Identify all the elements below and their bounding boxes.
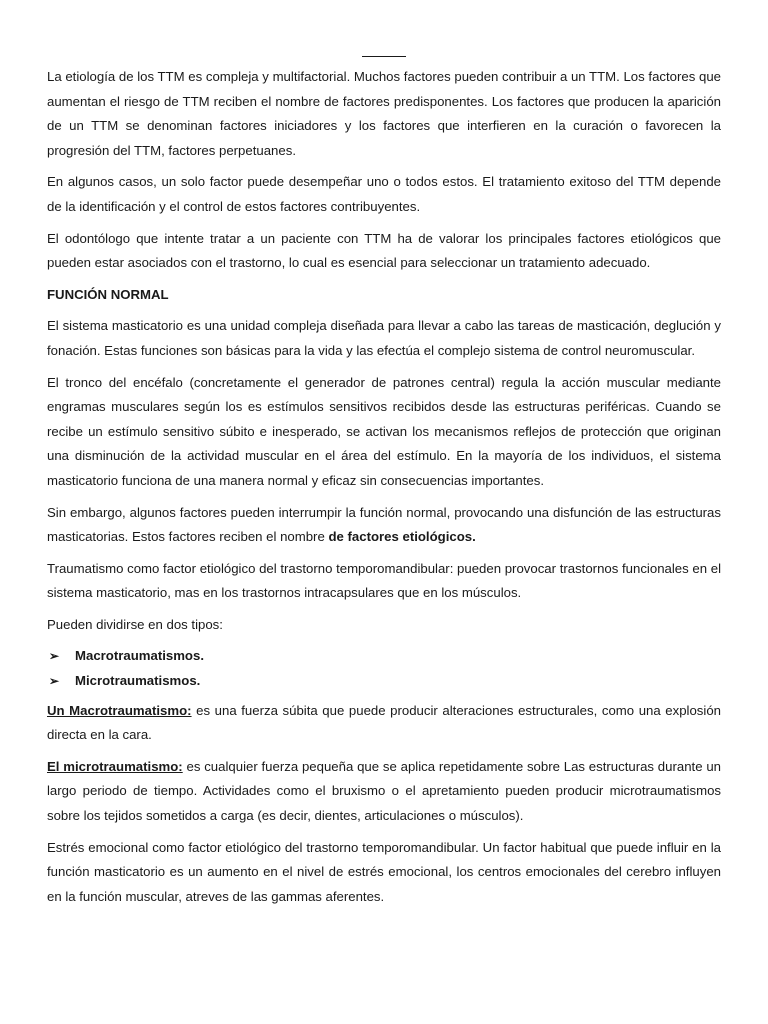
paragraph-brainstem: El tronco del encéfalo (concretamente el generador de patrones central) regula la acción muscular mediante engramas musculares según los es estímulos sensitivos recibidos desde las estructuras periféricas. Cuando se recibe un estímulo sensitivo súbito e inesperado, se activan los mecanismos reflejos de protección que originan una disminución de la actividad muscular en el área del estímulo. En la mayoría de los individuos, el sistema masticatorio funciona de una manera normal y eficaz sin consecuencias importantes. (47, 374, 721, 488)
section-heading-normal-function: FUNCIÓN NORMAL (47, 286, 169, 302)
macrotrauma-definition: es una fuerza súbita que puede producir alteraciones estructurales, como una explosión directa en la cara. (47, 702, 722, 743)
list-item-label: Macrotraumatismos. (75, 648, 204, 664)
paragraph-single-factor: En algunos casos, un solo factor puede desempeñar uno o todos estos. El tratamiento exitoso del TTM depende de la identificación y el control de estos factores contribuyentes. (47, 174, 721, 214)
paragraph-microtrauma (47, 755, 721, 829)
paragraph-odontologist: El odontólogo que intente tratar a un paciente con TTM ha de valorar los principales factores etiológicos que pueden estar asociados con el trastorno, lo cual es esencial para seleccionar un tratamiento adecuado. (47, 230, 721, 271)
arrow-bullet-icon: ➢ (49, 674, 60, 689)
paragraph-trauma: Traumatismo como factor etiológico del trastorno temporomandibular: pueden provocar trastornos funcionales en el sistema masticatorio, mas en los trastornos intracapsulares que en los músculos. (47, 560, 721, 601)
trauma-types-list (47, 644, 721, 693)
microtrauma-definition: es cualquier fuerza pequeña que se aplica repetidamente sobre Las estructuras durante un largo periodo de tiempo. Actividades como el bruxismo o el apretamiento pueden producir microtraumatismos sobre los tejidos sometidos a carga (es decir, dientes, articulaciones o músculos). (47, 758, 721, 824)
paragraph-macrotrauma (47, 699, 721, 748)
list-item-label: Microtraumatismos. (75, 673, 201, 689)
paragraph-two-types: Pueden dividirse en dos tipos: (47, 616, 223, 632)
arrow-bullet-icon: ➢ (49, 649, 60, 664)
list-item-micro (49, 669, 721, 694)
macrotrauma-term: Un Macrotraumatismo: (47, 702, 192, 718)
top-rule (362, 56, 406, 57)
paragraph-etiology-intro: La etiología de los TTM es compleja y multifactorial. Muchos factores pueden contribuir a un TTM. Los factores que aumentan el riesgo de TTM reciben el nombre de factores predisponentes. Los factores que producen la aparición de un TTM se denominan factores iniciadores y los factores que interfieren en la curación o favorecen la progresión del TTM, factores perpetuanes. (47, 69, 721, 158)
etiological-factors-bold: de factores etiológicos. (328, 529, 476, 545)
paragraph-etiological-factors (47, 501, 721, 550)
microtrauma-term: El microtraumatismo: (47, 758, 183, 774)
paragraph-masticatory-system: El sistema masticatorio es una unidad compleja diseñada para llevar a cabo las tareas de masticación, deglución y fonación. Estas funciones son básicas para la vida y las efectúa el complejo sistema de control neuromuscular. (47, 318, 721, 358)
list-item-macro (49, 644, 721, 669)
document-page (47, 56, 721, 916)
paragraph-etiological-text: Sin embargo, algunos factores pueden interrumpir la función normal, provocando una disfunción de las estructuras masticatorias. Estos factores reciben el nombre (47, 504, 721, 545)
paragraph-emotional-stress: Estrés emocional como factor etiológico del trastorno temporomandibular. Un factor habitual que puede influir en la función masticatorio es un aumento en el nivel de estrés emocional, los centros emocionales del cerebro influyen en la función muscular, atreves de las gammas aferentes. (47, 839, 721, 904)
